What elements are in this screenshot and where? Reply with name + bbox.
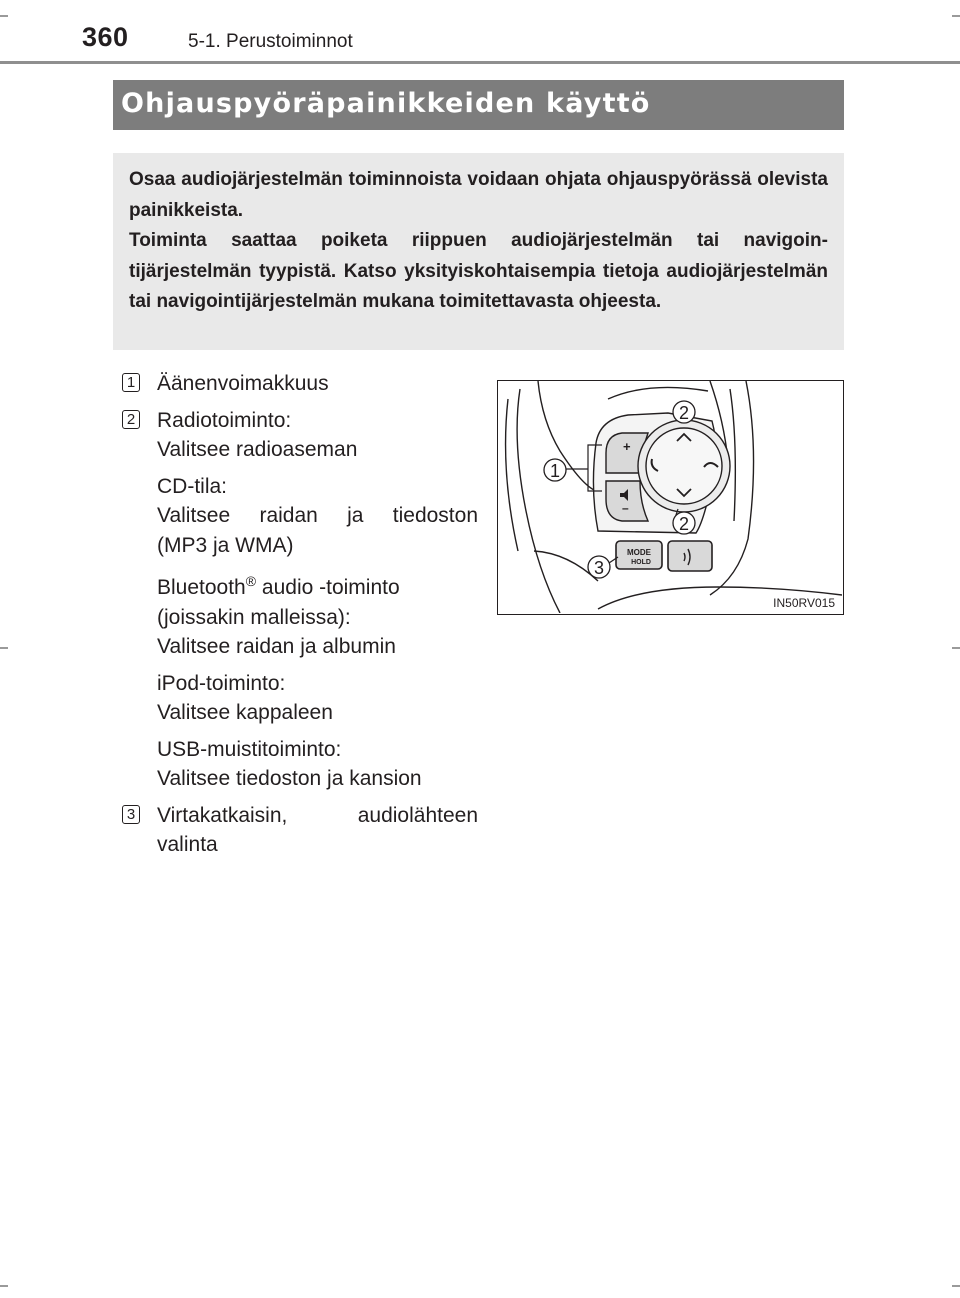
button-list (122, 369, 478, 860)
page-title: Ohjauspyöräpainikkeiden käyttö (113, 80, 844, 130)
wheel-rim-line (517, 389, 560, 613)
callout-number: 2 (678, 514, 690, 534)
section-reference: 5-1. Perustoiminnot (188, 31, 353, 52)
item-number-badge: 2 (122, 410, 140, 429)
figure-code: IN50RV015 (773, 596, 835, 610)
crop-mark (952, 1285, 960, 1287)
callout-number: 1 (549, 461, 561, 481)
control-pad-inner (646, 428, 722, 504)
wheel-spoke-line (608, 387, 708, 399)
usb-desc: Valitsee tiedoston ja kansion (157, 767, 422, 790)
crop-mark (0, 1285, 8, 1287)
radio-title: Radiotoiminto: (157, 408, 292, 432)
minus-glyph: – (622, 501, 629, 515)
cd-desc-formats: (MP3 ja WMA) (157, 533, 294, 557)
bluetooth-suffix: audio -toiminto (256, 576, 400, 599)
bluetooth-desc: Valitsee raidan ja albumin (157, 635, 396, 658)
bluetooth-word: Bluetooth (157, 576, 246, 599)
usb-title: USB-muistitoiminto: (157, 737, 342, 761)
crop-mark (0, 647, 8, 649)
crop-mark (952, 647, 960, 649)
ipod-title: iPod-toiminto: (157, 671, 286, 695)
plus-glyph: + (623, 439, 631, 454)
callout-number: 3 (593, 558, 605, 578)
intro-box (113, 153, 844, 350)
page-number: 360 (82, 22, 129, 52)
crop-mark (952, 15, 960, 17)
crop-mark (0, 15, 8, 17)
intro-paragraph: Osaa audiojärjestelmän toiminnoista voidaan ohjata ohjauspyörässä olevista painikkeista. (129, 169, 828, 221)
wheel-rim-line (506, 399, 518, 551)
mode-label: MODE (627, 548, 651, 557)
steering-wheel-figure (497, 380, 844, 615)
bluetooth-title (157, 567, 478, 603)
list-item-3 (122, 801, 478, 860)
intro-paragraph: Toiminta saattaa poiketa riippuen audiojärjestelmän tai navigointijärjestelmän tyypistä. Katso yksityiskohtaisempia tietoja audiojärjestelmän tai navigointijärjestelmän mukana toimitettavasta ohjeesta. (129, 230, 828, 312)
cd-desc: Valitsee raidan ja tiedoston (157, 504, 478, 527)
wheel-spoke-line (730, 389, 735, 521)
item-label: Äänenvoimakkuus (157, 372, 329, 395)
header-rule (0, 61, 960, 64)
bluetooth-note: (joissakin malleissa): (157, 605, 351, 629)
registered-mark: ® (245, 573, 257, 589)
list-item-2 (122, 406, 478, 794)
list-item-1 (122, 369, 478, 399)
callout-number: 2 (678, 403, 690, 423)
steering-wheel-illustration (498, 381, 842, 613)
item-number-badge: 3 (122, 805, 140, 824)
item-label: Virtakatkaisin, audiolähteen valinta (157, 803, 478, 856)
cd-title: CD-tila: (157, 474, 228, 498)
ipod-desc: Valitsee kappaleen (157, 701, 333, 724)
hold-label: HOLD (631, 559, 651, 566)
item-number-badge: 1 (122, 373, 140, 392)
radio-desc: Valitsee radioaseman (157, 438, 358, 461)
